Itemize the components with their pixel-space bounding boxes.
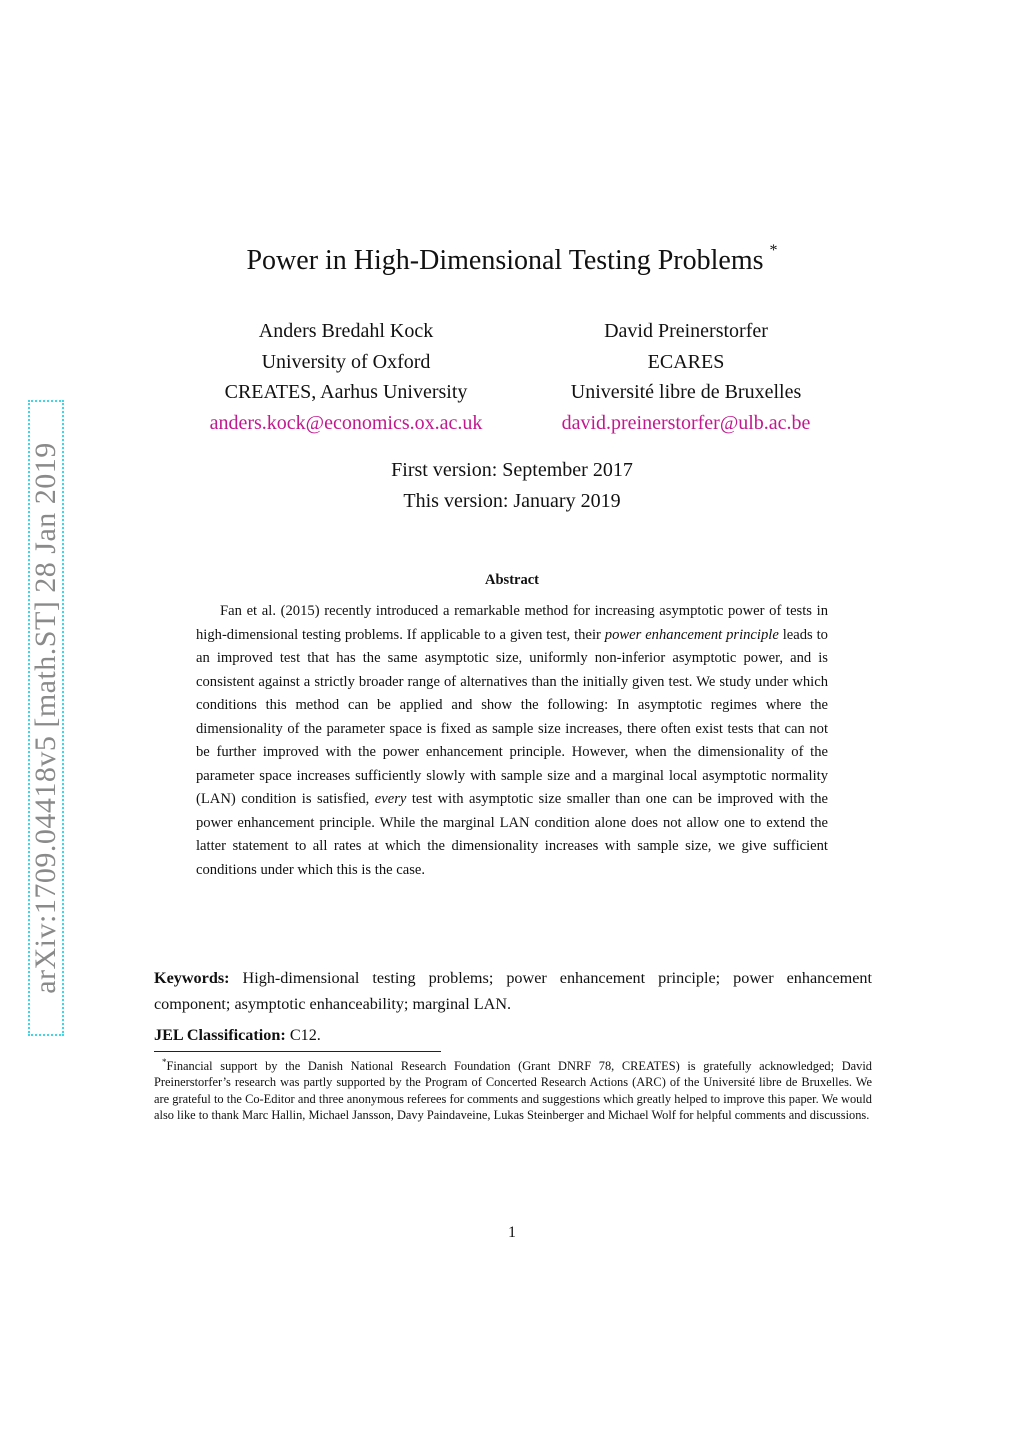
author-block-2 xyxy=(520,316,852,438)
keywords-text: High-dimensional testing problems; power enhancement principle; power enhancement component; asymptotic enhanceability; marginal LAN. xyxy=(154,969,873,1013)
jel-label: JEL Classification: xyxy=(154,1026,286,1044)
author-block-1 xyxy=(172,316,520,438)
footnote-mark: * xyxy=(162,1057,167,1067)
jel-code: C12. xyxy=(289,1026,321,1044)
version-info xyxy=(0,455,1024,516)
arxiv-id[interactable]: arXiv:1709.04418v5 [math.ST] 28 Jan 2019 xyxy=(29,442,62,994)
abstract-text: Fan et al. (2015) recently introduced a remarkable method for increasing asymptotic power of tests in high-dimensional testing problems. If applicable to a given test, their xyxy=(196,603,828,643)
author-affiliation: ECARES xyxy=(647,350,725,373)
author-affiliation: University of Oxford xyxy=(261,350,431,373)
abstract-emphasis: every xyxy=(374,791,407,807)
abstract-body xyxy=(196,600,828,882)
first-version: First version: September 2017 xyxy=(391,459,633,481)
footnote xyxy=(154,1054,872,1123)
title-text: Power in High-Dimensional Testing Problems xyxy=(246,245,764,276)
author-affiliation: CREATES, Aarhus University xyxy=(224,381,468,403)
title-footnote-mark[interactable]: * xyxy=(769,241,778,259)
abstract-emphasis: power enhancement principle xyxy=(604,626,779,643)
author-name: Anders Bredahl Kock xyxy=(258,320,434,342)
abstract-heading: Abstract xyxy=(485,572,539,588)
keywords-label: Keywords: xyxy=(154,969,230,987)
jel-classification xyxy=(154,1024,321,1046)
abstract-text: test with asymptotic size smaller than one can be improved with the power enhancement principle. While the marginal LAN condition alone does not allow one to extend the latter statement to all rates at which the dimensionality increases with sample size, we give sufficient conditions under which this is the case. xyxy=(196,791,828,878)
page-number: 1 xyxy=(508,1224,516,1241)
footnote-text: Financial support by the Danish National Research Foundation (Grant DNRF 78, CREATES) is gratefully acknowledged; David Preinerstorfer’s research was partly supported by the Program of Concerted Research Actions (ARC) of the Université libre de Bruxelles. We are grateful to the Co-Editor and three anonymous referees for comments and suggestions which greatly helped to improve this paper. We would also like to thank Marc Hallin, Michael Jansson, Davy Paindaveine, Lukas Steinberger and Michael Wolf for helpful comments and discussions. xyxy=(154,1059,872,1123)
paper-title xyxy=(0,241,1024,277)
author-email-link[interactable]: david.preinerstorfer@ulb.ac.be xyxy=(561,411,811,434)
keywords xyxy=(154,966,872,1017)
author-name: David Preinerstorfer xyxy=(604,320,768,342)
author-affiliation: Université libre de Bruxelles xyxy=(570,381,802,403)
abstract-text: leads to an improved test that has the same asymptotic size, uniformly non-inferior asymptotic power, and is consistent against a strictly broader range of alternatives than the initially given test. We study under which conditions this method can be applied and show the following: In asymptotic regimes where the dimensionality of the parameter space is fixed as sample size increases, there often exist tests that can not be further improved with the power enhancement principle. However, when the dimensionality of the parameter space increases sufficiently slowly with sample size and a marginal local asymptotic normality (LAN) condition is satisfied, xyxy=(196,626,828,807)
footnote-divider xyxy=(154,1051,441,1052)
this-version: This version: January 2019 xyxy=(403,489,621,512)
author-email-link[interactable]: anders.kock@economics.ox.ac.uk xyxy=(209,411,483,434)
